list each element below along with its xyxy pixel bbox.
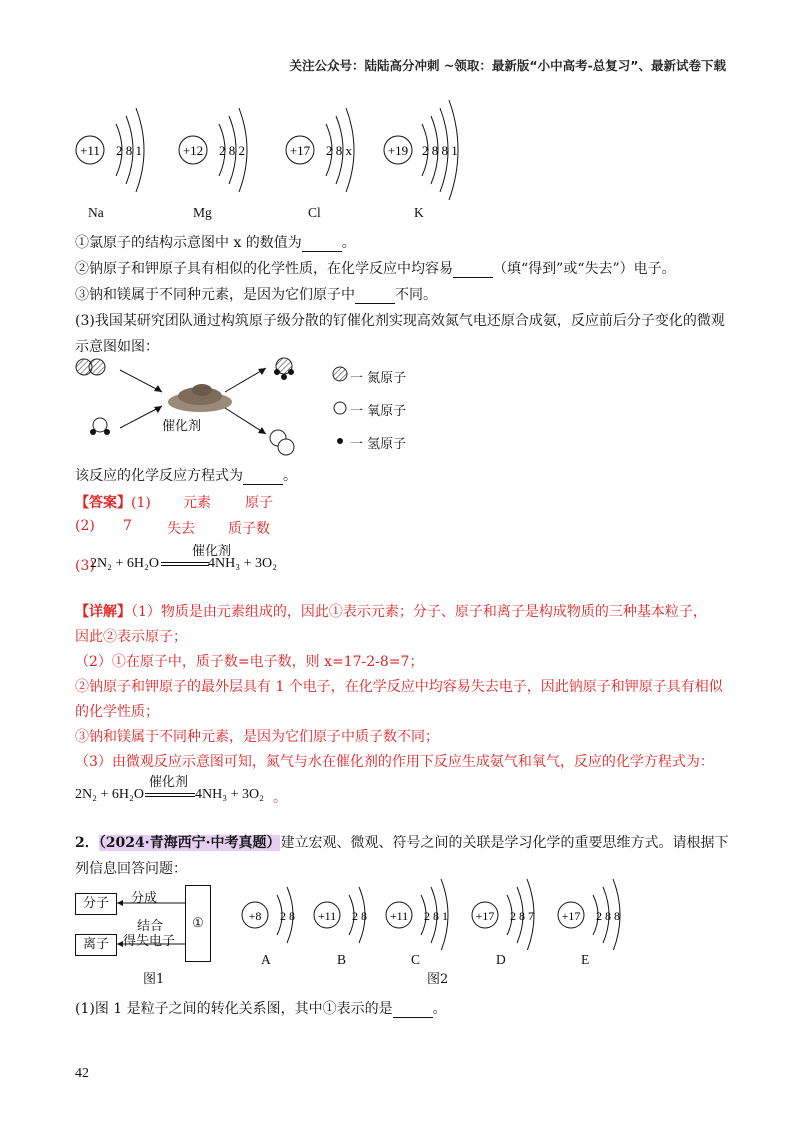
atom-cl: [286, 108, 354, 192]
molecule-box: 分子: [75, 893, 117, 915]
answer-line-1: 【答案】(1) 元素 原子: [75, 495, 273, 511]
catalyst-powder: [168, 384, 232, 412]
arrow-out-2: [225, 408, 266, 434]
detail-line-4: ②钠原子和钾原子的最外层具有 1 个电子，在化学反应中均容易失去电子，因此钠原子和钾原子具有相似: [75, 679, 723, 695]
figure-2-caption: 图2: [427, 972, 449, 987]
atom-b-label: B: [337, 952, 347, 967]
legend-nitrogen: 一 氮原子: [350, 371, 407, 386]
reaction-prompt: 该反应的化学反应方程式为 。: [75, 468, 297, 484]
symbol-k: K: [414, 205, 424, 220]
split-label: 分成: [131, 891, 158, 906]
svg-text:+11: +11: [389, 909, 409, 923]
legend-oxygen-icon: [334, 402, 346, 414]
svg-text:2 8 8: 2 8 8: [596, 909, 620, 923]
figure-1: [75, 885, 235, 960]
answer-blank[interactable]: [453, 261, 493, 278]
atom-c: [386, 879, 448, 950]
detail-line-6: ③钠和镁属于不同种元素，是因为它们原子中质子数不同；: [75, 729, 439, 745]
page-number: 42: [75, 1066, 89, 1081]
question-2-stem-line-1: 2．（2024·青海西宁·中考真题）建立宏观、微观、符号之间的关联是学习化学的重要思维方式。请根据下: [75, 835, 729, 851]
atom-mg: [179, 108, 247, 192]
atom-c-label: C: [411, 952, 421, 967]
atom-d: [472, 879, 534, 950]
part-3-line-1: (3)我国某研究团队通过构筑原子级分散的钌催化剂实现高效氮气电还原合成氨，反应前后分子变化的微观: [75, 313, 725, 329]
svg-text:2 8 x: 2 8 x: [326, 143, 352, 158]
svg-text:2 8: 2 8: [352, 909, 367, 923]
atom-a-label: A: [261, 952, 271, 967]
detail-line-5: 的化学性质；: [75, 704, 159, 720]
detail-line-1: 【详解】（1）物质是由元素组成的，因此①表示元素；分子、原子和离子是构成物质的三种基本粒子，: [75, 604, 707, 620]
oxygen-molecule: [270, 430, 294, 455]
atom-structure-diagrams: [60, 98, 480, 208]
circle-one-box: ①: [185, 885, 211, 962]
question-2-stem-line-2: 列信息回答问题：: [75, 861, 187, 877]
symbol-mg: Mg: [193, 205, 212, 220]
symbol-cl: Cl: [308, 205, 321, 220]
nitrogen-molecule: [76, 359, 105, 375]
detail-line-7: （3）由微观反应示意图可知，氮气与水在催化剂的作用下反应生成氨气和氧气，反应的化学方程式为：: [75, 754, 714, 770]
gain-lose-electron-label: 得失电子: [123, 934, 176, 949]
atom-e: [558, 879, 620, 950]
svg-text:+11: +11: [80, 143, 100, 158]
combine-label: 结合: [137, 919, 164, 934]
atom-a: [242, 887, 295, 943]
detail-line-3: （2）①在原子中，质子数=电子数，则 x=17-2-8=7；: [75, 654, 424, 670]
svg-text:2 8: 2 8: [280, 909, 295, 923]
question-2-part-1: (1)图 1 是粒子之间的转化关系图，其中①表示的是 。: [75, 1001, 447, 1017]
catalyst-label: 催化剂: [162, 419, 202, 434]
svg-text:2 8 1: 2 8 1: [116, 143, 142, 158]
svg-text:+19: +19: [387, 143, 409, 158]
question-1: ①氯原子的结构示意图中 x 的数值为 。: [75, 235, 356, 251]
answer-blank[interactable]: [393, 1001, 433, 1018]
symbol-na: Na: [88, 205, 104, 220]
atom-e-label: E: [581, 952, 590, 967]
legend-nitrogen-icon: [333, 367, 347, 381]
svg-text:+8: +8: [248, 909, 262, 923]
question-3: ③钠和镁属于不同种元素，是因为它们原子中 不同。: [75, 287, 437, 303]
figure-1-caption: 图1: [143, 972, 165, 987]
part-3-line-2: 示意图如图：: [75, 339, 159, 355]
answer-line-2: (2) 7 失去 质子数: [75, 518, 270, 537]
svg-text:2 8 7: 2 8 7: [510, 909, 534, 923]
svg-text:+17: +17: [475, 909, 495, 923]
svg-text:2 8 8 1: 2 8 8 1: [422, 143, 458, 158]
legend-oxygen: 一 氧原子: [350, 404, 407, 419]
water-molecule: [90, 418, 110, 435]
ion-box: 离子: [75, 934, 117, 956]
atom-b: [314, 887, 367, 943]
answer-blank[interactable]: [355, 287, 395, 304]
answer-blank[interactable]: [243, 468, 283, 485]
figure-2-atoms: [235, 870, 655, 950]
svg-text:+17: +17: [289, 143, 311, 158]
svg-text:+11: +11: [317, 909, 337, 923]
svg-text:2 8 2: 2 8 2: [219, 143, 245, 158]
legend-hydrogen-icon: [337, 438, 343, 444]
atom-k: [384, 100, 458, 200]
legend-hydrogen: 一 氢原子: [350, 437, 407, 452]
detail-line-2: 因此②表示原子；: [75, 629, 187, 645]
svg-text:+12: +12: [182, 143, 204, 158]
ammonia-molecule: [274, 358, 294, 380]
svg-text:+17: +17: [561, 909, 581, 923]
svg-text:2 8 1: 2 8 1: [424, 909, 448, 923]
answer-blank[interactable]: [302, 235, 342, 252]
atom-d-label: D: [496, 952, 506, 967]
page-header: 关注公众号：陆陆高分冲刺 ~领取：最新版“小中高考-总复习”、最新试卷下载: [289, 58, 726, 73]
question-2: ②钠原子和钾原子具有相似的化学性质，在化学反应中均容易 （填“得到”或“失去”）电子。: [75, 261, 676, 277]
atom-na: [76, 108, 144, 192]
